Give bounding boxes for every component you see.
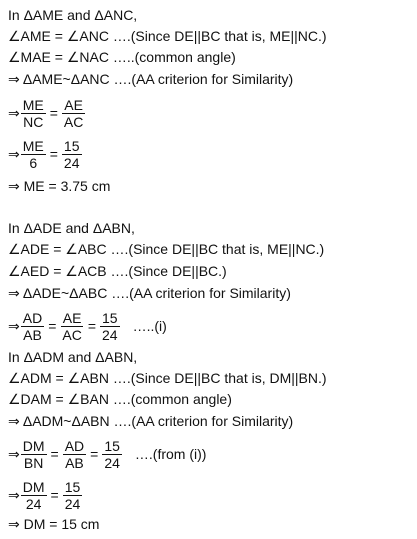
numerator: AD (22, 309, 43, 326)
fraction (102, 438, 122, 471)
fraction (21, 438, 47, 471)
equals-sign: = (87, 318, 97, 334)
text-line: ⇒ ΔAME~ΔANC ….(AA criterion for Similarity) (8, 71, 294, 87)
equation-line (8, 434, 206, 474)
equation-line (8, 93, 86, 133)
equation-line (8, 475, 83, 515)
text-line: ∠DAM = ∠BAN ….(common angle) (8, 391, 232, 407)
text-line: ⇒ DM = 15 cm (8, 516, 100, 532)
denominator: 24 (102, 326, 118, 343)
reference-note: ….(from (i)) (134, 446, 207, 462)
numerator: 15 (102, 309, 118, 326)
denominator: AC (62, 326, 82, 343)
numerator: 15 (63, 137, 80, 154)
numerator: 15 (104, 437, 120, 454)
text-line: In ΔADM and ΔABN, (8, 349, 138, 365)
denominator: 24 (64, 495, 81, 512)
fraction (62, 97, 85, 130)
text-line: ∠AME = ∠ANC ….(Since DE||BC that is, ME||NC.) (8, 28, 327, 44)
numerator: AD (64, 437, 85, 454)
equals-sign: = (49, 146, 58, 162)
text-line: ⇒ ΔADE~ΔABC ….(AA criterion for Similarity) (8, 285, 291, 301)
text-line: In ΔAME and ΔANC, (8, 7, 138, 23)
text-line: ∠ADE = ∠ABC ….(Since DE||BC that is, ME||NC.) (8, 241, 325, 257)
fraction (62, 138, 82, 171)
numerator: AE (64, 96, 83, 113)
equals-sign: = (90, 446, 99, 462)
fraction (21, 97, 46, 130)
numerator: ME (22, 96, 44, 113)
implies-symbol: ⇒ (8, 486, 20, 503)
equation-line (8, 134, 83, 174)
equals-sign: = (50, 487, 59, 503)
denominator: 24 (104, 454, 120, 471)
text-line: ∠AED = ∠ACB ….(Since DE||BC.) (8, 263, 227, 279)
fraction (63, 479, 83, 512)
denominator: BN (23, 454, 44, 471)
implies-symbol: ⇒ (8, 145, 20, 162)
denominator: 6 (29, 154, 38, 171)
fraction (100, 310, 120, 343)
fraction (63, 438, 86, 471)
equals-sign: = (49, 105, 58, 121)
text-line: In ΔADE and ΔABN, (8, 220, 135, 236)
numerator: 15 (64, 478, 81, 495)
equation-line (8, 306, 167, 346)
denominator: 24 (63, 154, 80, 171)
implies-symbol: ⇒ (8, 104, 20, 121)
numerator: DM (22, 437, 45, 454)
equals-sign: = (48, 318, 57, 334)
reference-note: …..(i) (132, 318, 167, 334)
text-line: ⇒ ΔADM~ΔABN ….(AA criterion for Similarity) (8, 413, 294, 429)
numerator: DM (22, 478, 45, 495)
fraction (21, 310, 44, 343)
numerator: ME (22, 137, 44, 154)
fraction (60, 310, 83, 343)
denominator: AC (63, 113, 84, 130)
text-line: ⇒ ME = 3.75 cm (8, 178, 111, 194)
denominator: 24 (25, 495, 42, 512)
text-line: ∠ADM = ∠ABN ….(Since DE||BC that is, DM||BN.) (8, 370, 327, 386)
denominator: AB (65, 454, 84, 471)
text-line: ∠MAE = ∠NAC …..(common angle) (8, 49, 236, 65)
equals-sign: = (50, 446, 59, 462)
implies-symbol: ⇒ (8, 445, 20, 462)
denominator: NC (23, 113, 44, 130)
implies-symbol: ⇒ (8, 317, 20, 334)
numerator: AE (62, 309, 82, 326)
fraction (21, 138, 46, 171)
fraction (21, 479, 47, 512)
denominator: AB (23, 326, 42, 343)
